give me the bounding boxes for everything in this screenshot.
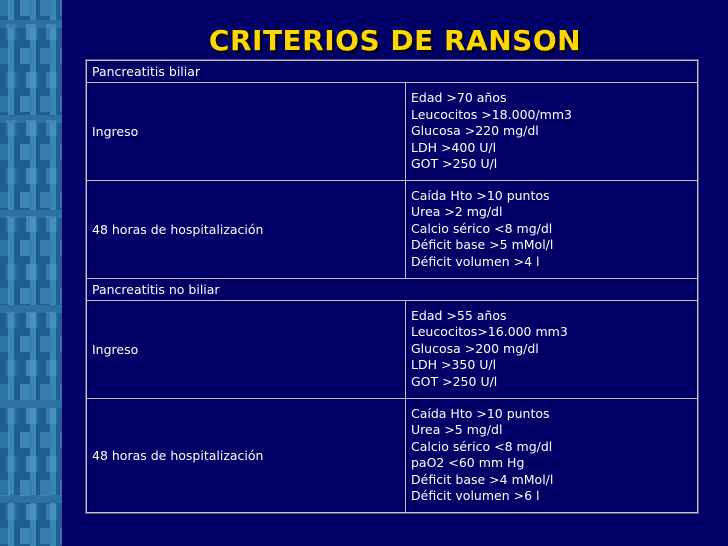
- criterion: LDH >350 U/l: [411, 357, 497, 373]
- sidebar-tile: [20, 432, 32, 448]
- sidebar-tile: [40, 432, 52, 448]
- sidebar-tile: [20, 48, 32, 64]
- sidebar-tile: [6, 216, 18, 232]
- sidebar-tile: [60, 192, 62, 208]
- sidebar-tile: [60, 288, 62, 304]
- criteria-cell: [406, 83, 698, 181]
- criterion: Calcio sérico <8 mg/dl: [411, 220, 553, 236]
- table-row: [87, 180, 698, 278]
- sidebar-tile: [46, 312, 58, 328]
- criterion: Leucocitos >18.000/mm3: [411, 106, 572, 122]
- sidebar-tile: [6, 408, 18, 424]
- row-label: Ingreso: [87, 300, 406, 398]
- sidebar-tile: [0, 0, 12, 16]
- sidebar-tile: [0, 384, 12, 400]
- table-row: [87, 300, 698, 398]
- sidebar-tile: [0, 432, 12, 448]
- section-heading: Pancreatitis no biliar: [87, 278, 698, 300]
- sidebar-tile: [46, 24, 58, 40]
- criterion: Caída Hto >10 puntos: [411, 187, 550, 203]
- sidebar-tile: [20, 336, 32, 352]
- sidebar-tile: [0, 144, 12, 160]
- sidebar-tile: [0, 336, 12, 352]
- criterion: paO2 <60 mm Hg: [411, 455, 525, 470]
- row-label: Ingreso: [87, 83, 406, 181]
- sidebar-tile: [6, 456, 18, 472]
- sidebar-tile: [46, 168, 58, 184]
- sidebar-tile: [60, 48, 62, 64]
- decorative-sidebar: [0, 0, 62, 546]
- section-row-no-biliar: [87, 278, 698, 300]
- criteria-cell: [406, 300, 698, 398]
- criterion: Déficit volumen >6 l: [411, 488, 540, 503]
- row-label: 48 horas de hospitalización: [87, 180, 406, 278]
- sidebar-tile: [6, 120, 18, 136]
- sidebar-tile: [40, 384, 52, 400]
- criterion: Urea >2 mg/dl: [411, 204, 503, 220]
- sidebar-tile: [40, 144, 52, 160]
- sidebar-tile: [6, 72, 18, 88]
- sidebar-tile: [6, 504, 18, 520]
- criterion: Déficit base >5 mMol/l: [411, 237, 554, 253]
- sidebar-tile: [60, 528, 62, 544]
- sidebar-tile: [6, 24, 18, 40]
- sidebar-tile: [40, 96, 52, 112]
- sidebar-tile: [40, 48, 52, 64]
- sidebar-tile: [6, 168, 18, 184]
- sidebar-tile: [60, 384, 62, 400]
- section-row-biliar: [87, 61, 698, 83]
- sidebar-tile: [46, 216, 58, 232]
- sidebar-tile: [40, 528, 52, 544]
- criterion: Urea >5 mg/dl: [411, 422, 503, 437]
- criteria-cell: [406, 180, 698, 278]
- criterion: Leucocitos>16.000 mm3: [411, 324, 568, 340]
- sidebar-band: [0, 400, 62, 408]
- sidebar-tile: [46, 264, 58, 280]
- sidebar-tile: [40, 240, 52, 256]
- ranson-criteria-table: [86, 60, 698, 513]
- sidebar-tile: [26, 360, 38, 376]
- sidebar-tile: [26, 24, 38, 40]
- sidebar-tile: [60, 96, 62, 112]
- slide-title: CRITERIOS DE RANSON: [208, 24, 582, 57]
- sidebar-tile: [26, 168, 38, 184]
- sidebar-tile: [40, 0, 52, 16]
- criterion: LDH >400 U/l: [411, 139, 497, 155]
- sidebar-tile: [60, 432, 62, 448]
- sidebar-tile: [40, 336, 52, 352]
- sidebar-tile: [26, 264, 38, 280]
- sidebar-tile: [20, 192, 32, 208]
- sidebar-tile: [20, 240, 32, 256]
- sidebar-tile: [60, 480, 62, 496]
- sidebar-tile: [0, 480, 12, 496]
- sidebar-tile: [6, 312, 18, 328]
- sidebar-band: [0, 495, 62, 503]
- criterion: Glucosa >220 mg/dl: [411, 123, 539, 138]
- sidebar-tile: [0, 192, 12, 208]
- sidebar-tile: [60, 0, 62, 16]
- sidebar-tile: [20, 528, 32, 544]
- sidebar-tile: [0, 528, 12, 544]
- sidebar-tile: [6, 360, 18, 376]
- sidebar-tile: [20, 0, 32, 16]
- sidebar-tile: [26, 408, 38, 424]
- sidebar-tile: [0, 288, 12, 304]
- criterion: Calcio sérico <8 mg/dl: [411, 438, 553, 454]
- sidebar-tile: [0, 48, 12, 64]
- sidebar-tile: [46, 456, 58, 472]
- criterion: Déficit volumen >4 l: [411, 253, 540, 269]
- sidebar-tile: [6, 264, 18, 280]
- criterion: Edad >55 años: [411, 307, 507, 323]
- sidebar-tile: [40, 480, 52, 496]
- sidebar-tile: [20, 96, 32, 112]
- sidebar-tile: [46, 360, 58, 376]
- sidebar-tile: [40, 288, 52, 304]
- sidebar-tile: [46, 72, 58, 88]
- criterion: Déficit base >4 mMol/l: [411, 471, 554, 487]
- sidebar-tile: [46, 504, 58, 520]
- criterion: Glucosa >200 mg/dl: [411, 340, 539, 356]
- sidebar-tile: [26, 504, 38, 520]
- criterion: Caída Hto >10 puntos: [411, 405, 550, 421]
- table-row: [87, 83, 698, 181]
- sidebar-tile: [20, 480, 32, 496]
- sidebar-tile: [26, 216, 38, 232]
- sidebar-tile: [40, 192, 52, 208]
- sidebar-tile: [46, 408, 58, 424]
- criterion: GOT >250 U/l: [411, 156, 498, 171]
- sidebar-tile: [26, 72, 38, 88]
- sidebar-tile: [20, 384, 32, 400]
- section-heading: Pancreatitis biliar: [87, 61, 698, 83]
- table-row: [87, 398, 698, 512]
- criteria-cell: [406, 398, 698, 512]
- sidebar-tile: [60, 240, 62, 256]
- sidebar-tile: [0, 96, 12, 112]
- sidebar-tile: [20, 144, 32, 160]
- sidebar-tile: [20, 288, 32, 304]
- row-label: 48 horas de hospitalización: [87, 398, 406, 512]
- criterion: GOT >250 U/l: [411, 373, 498, 389]
- sidebar-tile: [26, 312, 38, 328]
- criterion: Edad >70 años: [411, 90, 507, 105]
- sidebar-tile: [60, 144, 62, 160]
- sidebar-tile: [60, 336, 62, 352]
- sidebar-tile: [0, 240, 12, 256]
- sidebar-tile: [26, 120, 38, 136]
- sidebar-tile: [26, 456, 38, 472]
- sidebar-tile: [46, 120, 58, 136]
